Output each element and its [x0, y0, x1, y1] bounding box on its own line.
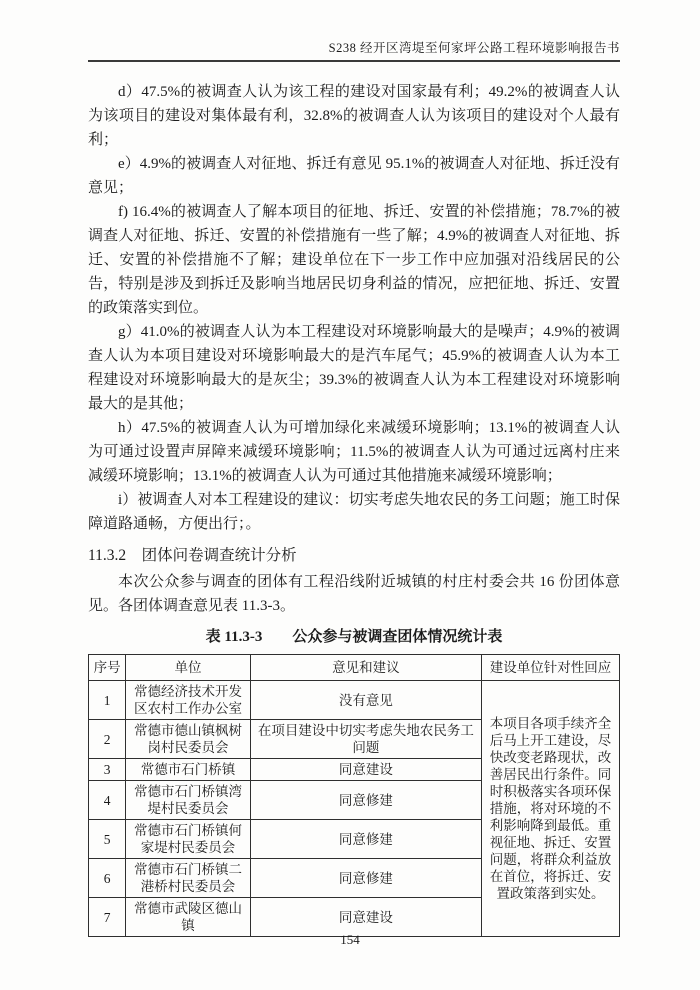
cell-unit: 常德市石门桥镇湾堤村民委员会 [126, 781, 251, 820]
cell-opinion: 同意建设 [250, 898, 481, 937]
cell-response-merged: 本项目各项手续齐全后马上开工建设，尽快改变老路现状，改善居民出行条件。同时积极落实各项环保措施，将对环境的不利影响降到最低。重视征地、拆迁、安置问题，将群众利益放在首位，将拆迁、安置政策落到实处。 [481, 681, 619, 937]
body-paragraph-h: h）47.5%的被调查人认为可增加绿化来减缓环境影响；13.1%的被调查人认为可通过设置声屏障来减缓环境影响；11.5%的被调查人认为可通过远离村庄来减缓环境影响；13.1%的被调查人认为可通过其他措施来减缓环境影响； [88, 420, 620, 484]
body-paragraph-d: d）47.5%的被调查人认为该工程的建设对国家最有利；49.2%的被调查人认为该项目的建设对集体最有利，32.8%的被调查人认为该项目的建设对个人最有利； [88, 84, 620, 148]
cell-opinion: 在项目建设中切实考虑失地农民务工问题 [250, 720, 481, 759]
section-intro-paragraph: 本次公众参与调查的团体有工程沿线附近城镇的村庄村委会共 16 份团体意见。各团体调查意见表 11.3-3。 [88, 574, 620, 614]
cell-unit: 常德市德山镇枫树岗村民委员会 [126, 720, 251, 759]
column-header-response: 建设单位针对性回应 [481, 655, 619, 681]
cell-unit: 常德市石门桥镇二港桥村民委员会 [126, 859, 251, 898]
cell-opinion: 同意建设 [250, 759, 481, 781]
cell-unit: 常德市武陵区德山镇 [126, 898, 251, 937]
column-header-opinion: 意见和建议 [250, 655, 481, 681]
body-paragraph-f: f) 16.4%的被调查人了解本项目的征地、拆迁、安置的补偿措施；78.7%的被调查人对征地、拆迁、安置的补偿措施有一些了解；4.9%的被调查人对征地、拆迁、安置的补偿措施不了解；建设单位在下一步工作中应加强对沿线居民的公告，特别是涉及到拆迁及影响当地居民切身利益的情况，应把征地、拆迁、安置的政策落实到位。 [88, 204, 620, 316]
cell-no: 5 [89, 820, 126, 859]
column-header-unit: 单位 [126, 655, 251, 681]
cell-no: 6 [89, 859, 126, 898]
cell-no: 7 [89, 898, 126, 937]
cell-no: 4 [89, 781, 126, 820]
running-header: S238 经开区湾堤至何家坪公路工程环境影响报告书 [88, 40, 620, 62]
cell-no: 1 [89, 681, 126, 720]
column-header-no: 序号 [89, 655, 126, 681]
body-paragraph-e: e）4.9%的被调查人对征地、拆迁有意见 95.1%的被调查人对征地、拆迁没有意见； [88, 156, 620, 196]
cell-unit: 常德市石门桥镇何家堤村民委员会 [126, 820, 251, 859]
table-caption: 表 11.3-3 公众参与被调查团体情况统计表 [205, 629, 503, 645]
cell-opinion: 同意修建 [250, 820, 481, 859]
page-number: 154 [340, 932, 360, 947]
cell-no: 2 [89, 720, 126, 759]
body-paragraph-g: g）41.0%的被调查人认为本工程建设对环境影响最大的是噪声；4.9%的被调查人认为本项目建设对环境影响最大的是汽车尾气；45.9%的被调查人认为本工程建设对环境影响最大的是灰尘；39.3%的被调查人认为本工程建设对环境影响最大的是其他； [88, 324, 620, 412]
cell-no: 3 [89, 759, 126, 781]
cell-unit: 常德市石门桥镇 [126, 759, 251, 781]
cell-opinion: 同意修建 [250, 781, 481, 820]
cell-unit: 常德经济技术开发区农村工作办公室 [126, 681, 251, 720]
body-paragraph-i: i）被调查人对本工程建设的建议：切实考虑失地农民的务工问题；施工时保障道路通畅，方便出行；。 [88, 492, 620, 532]
section-heading: 11.3.2 团体问卷调查统计分析 [88, 547, 297, 564]
cell-opinion: 没有意见 [250, 681, 481, 720]
table-header-row [89, 655, 620, 681]
cell-opinion: 同意修建 [250, 859, 481, 898]
table-row [89, 681, 620, 720]
survey-groups-table [88, 654, 620, 937]
